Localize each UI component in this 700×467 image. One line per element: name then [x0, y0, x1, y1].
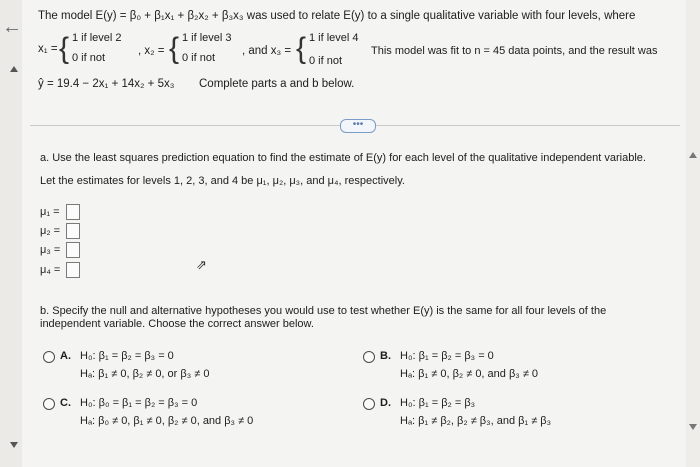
x2-case-2: 0 if not — [182, 52, 216, 64]
option-b-h0: H₀: β₁ = β₂ = β₃ = 0 — [400, 350, 494, 362]
scroll-up-icon[interactable] — [10, 66, 18, 72]
option-a-radio[interactable] — [43, 351, 55, 363]
x2-brace: { — [169, 32, 180, 65]
mu4-input[interactable] — [66, 262, 80, 278]
instruction: Complete parts a and b below. — [199, 78, 355, 90]
option-b-radio[interactable] — [363, 351, 375, 363]
scroll-up-right-icon[interactable] — [689, 152, 697, 158]
option-d-letter: D. — [380, 397, 391, 409]
option-c-radio[interactable] — [43, 398, 55, 410]
part-b-prompt-line-2: independent variable. Choose the correct answer below. — [40, 318, 314, 330]
expand-more-button[interactable]: ••• — [340, 119, 376, 133]
scroll-down-right-icon[interactable] — [689, 424, 697, 430]
mu3-label: μ₃ = — [40, 244, 61, 256]
mu2-input[interactable] — [66, 223, 80, 239]
x3-brace: { — [296, 32, 307, 65]
scroll-down-icon[interactable] — [10, 442, 18, 448]
option-d-h0: H₀: β₁ = β₂ = β₃ — [400, 397, 476, 409]
x1-case-2: 0 if not — [72, 52, 106, 64]
x3-case-1: 1 if level 4 — [309, 32, 359, 44]
option-a-ha: Hₐ: β₁ ≠ 0, β₂ ≠ 0, or β₃ ≠ 0 — [80, 368, 210, 380]
option-b-ha: Hₐ: β₁ ≠ 0, β₂ ≠ 0, and β₃ ≠ 0 — [400, 368, 539, 380]
mu1-label: μ₁ = — [40, 206, 60, 218]
problem-line-1: The model E(y) = β₀ + β₁x₁ + β₂x₂ + β₃x₃ was used to relate E(y) to a single qualitative variable with four levels, where — [38, 10, 636, 22]
option-c-letter: C. — [60, 397, 71, 409]
option-c-ha: Hₐ: β₀ ≠ 0, β₁ ≠ 0, β₂ ≠ 0, and β₃ ≠ 0 — [80, 415, 254, 427]
option-b-letter: B. — [380, 350, 391, 362]
fit-text: This model was fit to n = 45 data points, and the result was — [371, 45, 658, 57]
prediction-equation: ŷ = 19.4 − 2x₁ + 14x₂ + 5x₃ — [38, 78, 175, 90]
part-b-prompt-line-1: b. Specify the null and alternative hypotheses you would use to test whether E(y) is the same for all four levels of the — [40, 305, 607, 317]
x3-label: , and x₃ = — [242, 45, 292, 57]
option-a-letter: A. — [60, 350, 71, 362]
option-a-h0: H₀: β₁ = β₂ = β₃ = 0 — [80, 350, 174, 362]
scrollbar-track[interactable] — [686, 0, 700, 467]
mouse-cursor-icon: ⇗ — [196, 257, 207, 272]
back-arrow-icon[interactable]: ← — [2, 16, 22, 38]
part-a-prompt-line-2: Let the estimates for levels 1, 2, 3, and 4 be μ₁, μ₂, μ₃, and μ₄, respectively. — [40, 175, 405, 187]
x1-label: x₁ = — [38, 43, 58, 55]
option-d-radio[interactable] — [363, 398, 375, 410]
option-d-ha: Hₐ: β₁ ≠ β₂, β₂ ≠ β₃, and β₁ ≠ β₃ — [400, 415, 552, 427]
option-c-h0: H₀: β₀ = β₁ = β₂ = β₃ = 0 — [80, 397, 198, 409]
x1-brace: { — [59, 32, 70, 65]
mu3-input[interactable] — [66, 242, 80, 258]
part-a-prompt-line-1: a. Use the least squares prediction equation to find the estimate of E(y) for each level of the qualitative independent variable. — [40, 152, 646, 164]
mu2-label: μ₂ = — [40, 225, 61, 237]
x2-case-1: 1 if level 3 — [182, 32, 232, 44]
mu4-label: μ₄ = — [40, 264, 61, 276]
mu1-input[interactable] — [66, 204, 80, 220]
x2-label: , x₂ = — [138, 45, 165, 57]
x3-case-2: 0 if not — [309, 55, 343, 67]
x1-case-1: 1 if level 2 — [72, 32, 122, 44]
